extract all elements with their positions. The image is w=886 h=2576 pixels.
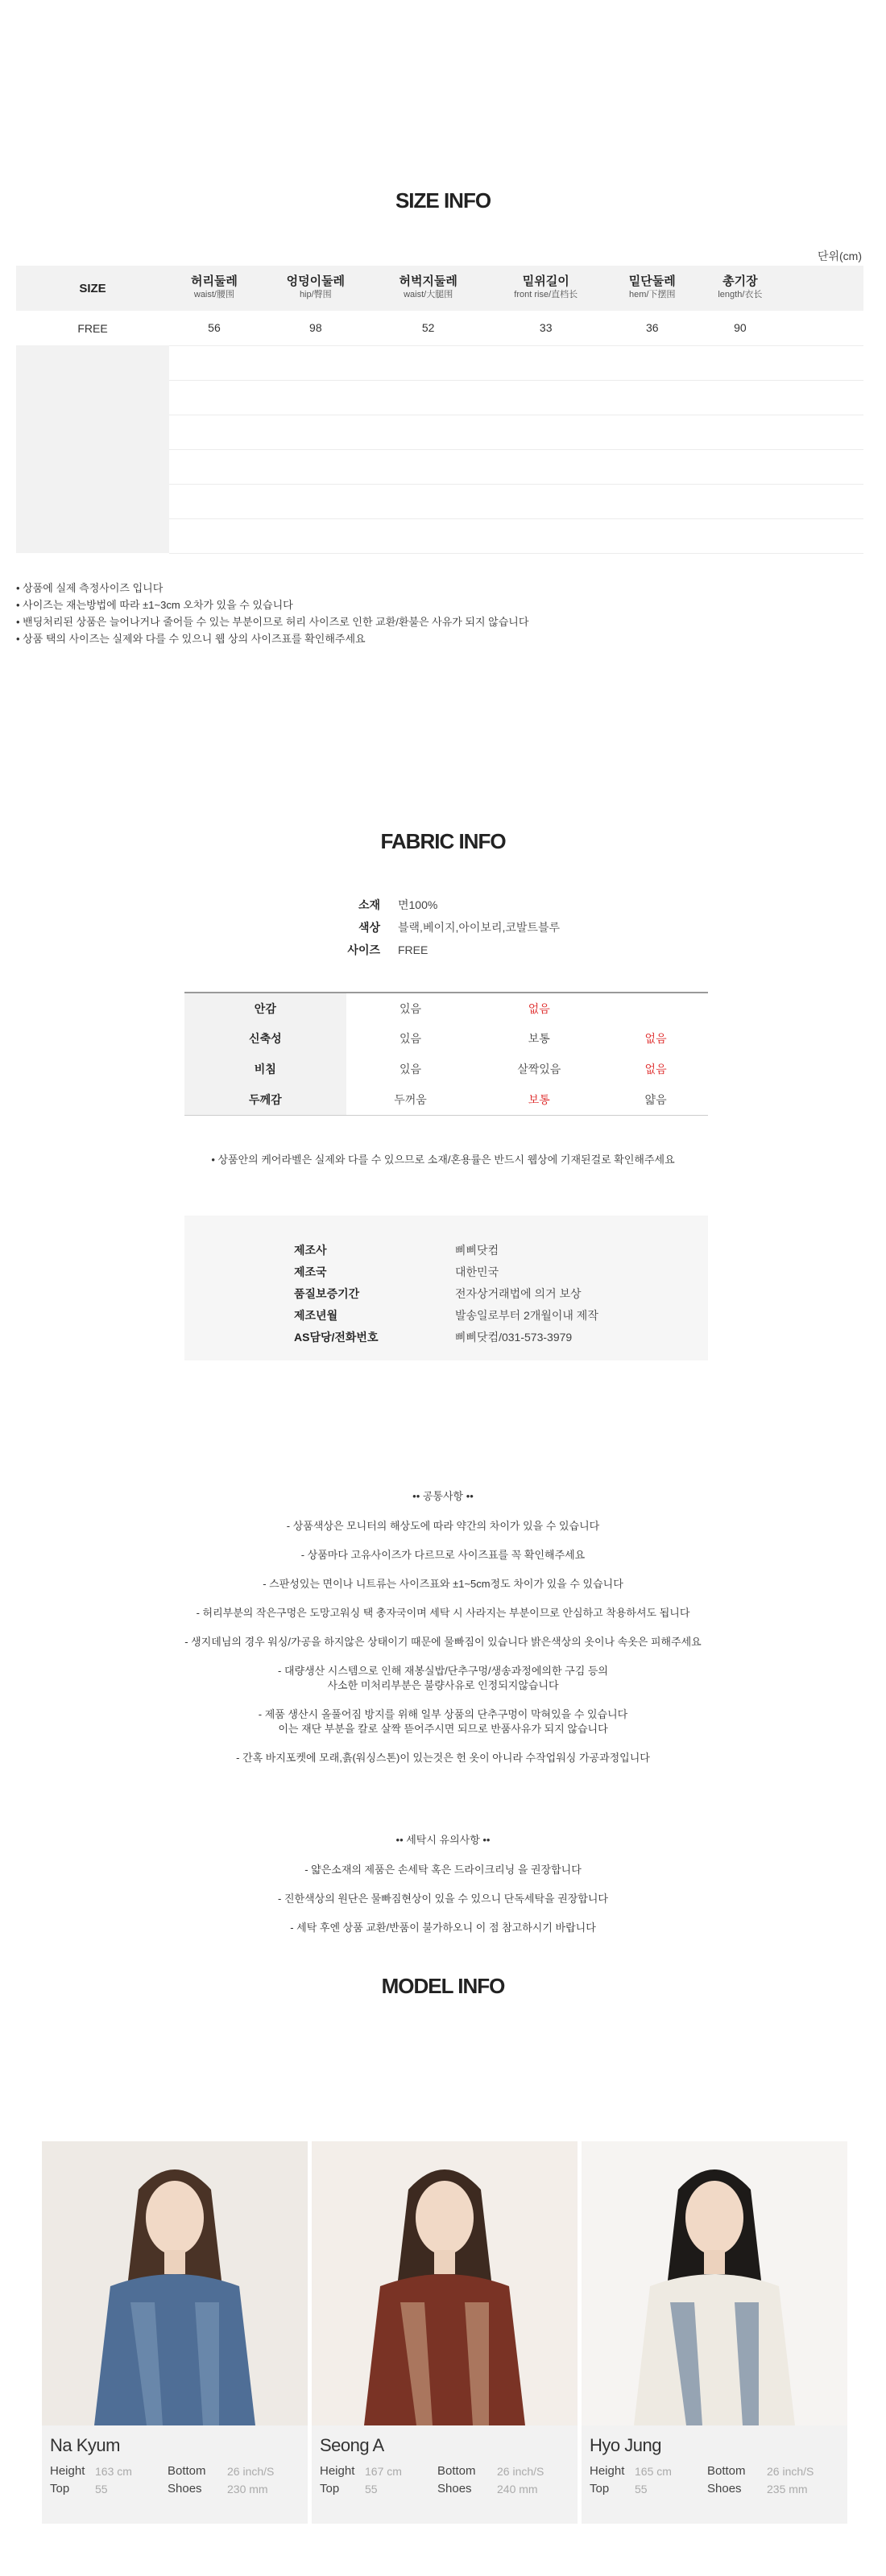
model-name: Hyo Jung	[590, 2435, 661, 2455]
size-col-header: 총기장 length/衣长	[698, 266, 783, 311]
common-notice	[0, 1488, 886, 1780]
maker-value: 삐삐닷컴	[455, 1244, 499, 1257]
notice-item: - 얇은소재의 제품은 손세탁 혹은 드라이크리닝 을 권장합니다	[304, 1864, 582, 1876]
model-card	[42, 2141, 308, 2524]
notice-item: - 허리부분의 작은구멍은 도망고워싱 택 총자국이며 세탁 시 사라지는 부분이므로 안심하고 착용하셔도 됩니다	[196, 1607, 690, 1619]
table-row	[16, 380, 863, 415]
maker-key: 품질보증기간	[294, 1287, 360, 1300]
fabric-property-row	[184, 1023, 708, 1054]
notice-item: - 간혹 바지포켓에 모래,흙(워싱스톤)이 있는것은 헌 옷이 아니라 수작업워싱 가공과정입니다	[236, 1752, 650, 1764]
fabric-property-table	[184, 992, 708, 1116]
shoes-value: 240 mm	[497, 2483, 538, 2496]
model-info-title: MODEL INFO	[381, 1974, 505, 1998]
maker-key: AS담당/전화번호	[294, 1331, 379, 1344]
bottom-value: 26 inch/S	[497, 2465, 544, 2478]
size-header-label: SIZE	[16, 266, 169, 311]
size-col-header: 밑위길이 front rise/直档长	[485, 266, 607, 311]
fabric-info-title: FABRIC INFO	[380, 829, 506, 853]
maker-key: 제조년월	[294, 1309, 338, 1322]
maker-key: 제조국	[294, 1265, 327, 1278]
fabric-basic	[0, 894, 886, 961]
property-key: 신축성	[184, 1023, 346, 1054]
top-value: 55	[365, 2483, 378, 2496]
size-col-empty	[783, 266, 863, 311]
shoes-label: Shoes	[707, 2482, 742, 2496]
bottom-value: 26 inch/S	[227, 2465, 275, 2478]
notice-item: - 대량생산 시스템으로 인해 재봉실밥/단추구멍/생송과정에의한 구김 등의 사소한 미처리부분은 불량사유로 인정되지않습니다	[278, 1665, 608, 1691]
top-label: Top	[590, 2482, 610, 2496]
shoes-label: Shoes	[168, 2482, 202, 2496]
size-note: • 상품 택의 사이즈는 실제와 다를 수 있으니 웹 상의 사이즈표를 확인해주세요	[16, 633, 366, 645]
maker-value: 삐삐닷컴/031-573-3979	[455, 1331, 573, 1344]
property-option: 없음	[644, 1032, 667, 1045]
notice-item: - 상품색상은 모니터의 해상도에 따라 약간의 차이가 있을 수 있습니다	[286, 1520, 600, 1532]
notice-item: - 생지데님의 경우 워싱/가공을 하지않은 상태이기 때문에 물빠짐이 있습니다 밝은색상의 옷이나 속옷은 피해주세요	[184, 1636, 702, 1648]
property-option: 보통	[528, 1092, 550, 1106]
property-option: 있음	[400, 1001, 422, 1015]
table-row	[16, 484, 863, 518]
property-option: 살짝있음	[517, 1063, 561, 1075]
size-table	[16, 266, 863, 554]
top-value: 55	[95, 2483, 108, 2496]
model-photo	[582, 2141, 847, 2425]
height-value: 163 cm	[95, 2465, 132, 2478]
property-option: 있음	[400, 1032, 422, 1045]
size-cell: 36	[607, 311, 698, 345]
size-notes	[16, 580, 528, 647]
size-col-header: 허벅지둘레 waist/大腿围	[372, 266, 485, 311]
size-cell: 98	[259, 311, 372, 345]
maker-value: 전자상거래법에 의거 보상	[455, 1287, 582, 1300]
wash-notice	[0, 1831, 886, 1950]
size-col-header: 허리둘레 waist/腰围	[169, 266, 259, 311]
notice-item: - 제품 생산시 올풀어짐 방지를 위해 일부 상품의 단추구멍이 막혀있을 수 있습니다 이는 재단 부분을 칼로 살짝 뜯어주시면 되므로 반품사유가 되지 않습니다	[258, 1708, 628, 1735]
model-stats	[312, 2462, 578, 2498]
maker-value: 발송일로부터 2개월이내 제작	[455, 1309, 598, 1322]
size-note: • 상품에 실제 측정사이즈 입니다	[16, 582, 164, 594]
bottom-label: Bottom	[168, 2464, 206, 2478]
model-name: Na Kyum	[50, 2435, 120, 2455]
table-row	[16, 345, 863, 380]
size-info-title: SIZE INFO	[395, 188, 491, 213]
table-row	[16, 449, 863, 484]
notice-item: - 스판성있는 면이나 니트류는 사이즈표와 ±1~5cm정도 차이가 있을 수 있습니다	[263, 1578, 623, 1590]
table-row	[16, 311, 863, 345]
fabric-property-row	[184, 1054, 708, 1084]
property-option: 두꺼움	[394, 1092, 427, 1106]
height-label: Height	[320, 2464, 355, 2478]
property-option: 얇음	[644, 1092, 667, 1106]
fabric-value: 면100%	[398, 898, 438, 911]
size-cell: 90	[698, 311, 783, 345]
fabric-value: 블랙,베이지,아이보리,코발트블루	[398, 921, 561, 934]
size-cell: 56	[169, 311, 259, 345]
size-cell: 33	[485, 311, 607, 345]
shoes-value: 230 mm	[227, 2483, 268, 2496]
model-card	[312, 2141, 578, 2524]
shoes-value: 235 mm	[767, 2483, 808, 2496]
bottom-label: Bottom	[707, 2464, 746, 2478]
table-row	[16, 518, 863, 553]
wash-notice-head: •• 세탁시 유의사항 ••	[395, 1834, 491, 1846]
property-key: 비침	[184, 1054, 346, 1084]
property-option: 있음	[400, 1063, 422, 1075]
property-option	[603, 993, 708, 1023]
manufacturer-info	[184, 1216, 708, 1360]
common-notice-head: •• 공통사항 ••	[412, 1490, 474, 1502]
size-note: • 밴딩처리된 상품은 늘어나거나 줄어들 수 있는 부분이므로 허리 사이즈로 인한 교환/환불은 사유가 되지 않습니다	[16, 616, 529, 628]
bottom-value: 26 inch/S	[767, 2465, 814, 2478]
size-note: • 사이즈는 재는방법에 따라 ±1~3cm 오차가 있을 수 있습니다	[16, 599, 293, 611]
fabric-key: 소재	[358, 898, 380, 911]
fabric-value: FREE	[398, 943, 429, 956]
property-option: 없음	[644, 1063, 667, 1075]
property-option: 없음	[528, 1001, 550, 1015]
fabric-note: • 상품안의 케어라벨은 실제와 다를 수 있으므로 소재/혼용률은 반드시 웹상에 기재된걸로 확인해주세요	[211, 1154, 675, 1166]
height-value: 167 cm	[365, 2465, 402, 2478]
model-list	[42, 2141, 847, 2524]
fabric-key: 색상	[358, 921, 380, 934]
size-table-header	[16, 266, 863, 311]
height-value: 165 cm	[635, 2465, 672, 2478]
top-label: Top	[320, 2482, 340, 2496]
size-cell: 52	[372, 311, 485, 345]
notice-item: - 상품마다 고유사이즈가 다르므로 사이즈표를 꼭 확인해주세요	[300, 1549, 586, 1561]
notice-item: - 진한색상의 원단은 물빠짐현상이 있을 수 있으니 단독세탁을 권장합니다	[278, 1893, 608, 1905]
size-col-header: 밑단둘레 hem/下摆围	[607, 266, 698, 311]
fabric-property-row	[184, 1084, 708, 1115]
model-card	[582, 2141, 847, 2524]
property-option: 보통	[528, 1032, 550, 1045]
model-name: Seong A	[320, 2435, 384, 2455]
model-photo	[42, 2141, 308, 2425]
model-stats	[42, 2462, 308, 2498]
property-key: 안감	[184, 993, 346, 1023]
maker-key: 제조사	[294, 1244, 327, 1257]
fabric-property-row	[184, 993, 708, 1023]
fabric-key: 사이즈	[347, 943, 380, 956]
size-cell	[783, 311, 863, 345]
bottom-label: Bottom	[437, 2464, 476, 2478]
maker-value: 대한민국	[455, 1265, 499, 1278]
property-key: 두께감	[184, 1084, 346, 1115]
top-value: 55	[635, 2483, 648, 2496]
size-unit: 단위(cm)	[817, 250, 862, 262]
size-row-label: FREE	[16, 311, 169, 345]
model-photo	[312, 2141, 578, 2425]
notice-item: - 세탁 후엔 상품 교환/반품이 불가하오니 이 점 참고하시기 바랍니다	[290, 1922, 596, 1934]
size-col-header: 엉덩이둘레 hip/臀围	[259, 266, 372, 311]
height-label: Height	[50, 2464, 85, 2478]
top-label: Top	[50, 2482, 70, 2496]
shoes-label: Shoes	[437, 2482, 472, 2496]
table-row	[16, 415, 863, 449]
model-stats	[582, 2462, 847, 2498]
height-label: Height	[590, 2464, 625, 2478]
